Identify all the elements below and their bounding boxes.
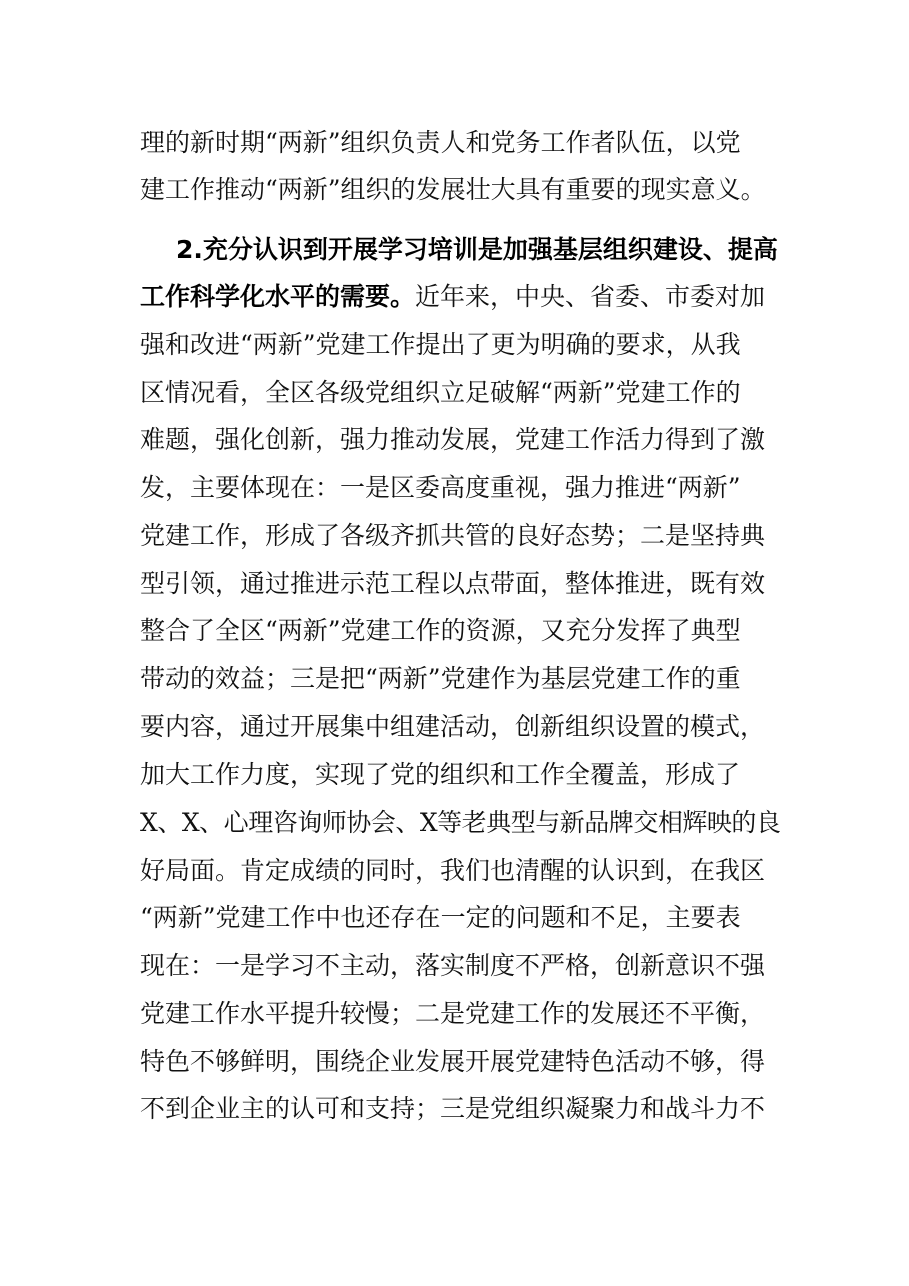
paragraph-2-line: 强和改进“两新”党建工作提出了更为明确的要求，从我 (140, 330, 741, 359)
paragraph-2-line: 不到企业主的认可和支持；三是党组织凝聚力和战斗力不 (140, 1094, 766, 1123)
paragraph-2-line: 党建工作水平提升较慢；二是党建工作的发展还不平衡， (140, 999, 766, 1028)
paragraph-2-line: 难题，强化创新，强力推动发展，党建工作活力得到了激 (140, 425, 766, 454)
paragraph-2-heading: 2.充分认识到开展学习培训是加强基层组织建设、提高 (176, 235, 778, 264)
paragraph-2-line: 现在：一是学习不主动，落实制度不严格，创新意识不强 (140, 951, 766, 980)
paragraph-2-line: 型引领，通过推进示范工程以点带面，整体推进，既有效 (140, 569, 766, 598)
paragraph-2-line: 发，主要体现在：一是区委高度重视，强力推进“两新” (140, 473, 741, 502)
paragraph-2-heading-continued: 工作科学化水平的需要。 (140, 282, 416, 311)
paragraph-2-line: 特色不够鲜明，围绕企业发展开展党建特色活动不够，得 (140, 1047, 766, 1076)
paragraph-2-line: 加大工作力度，实现了党的组织和工作全覆盖，形成了 (140, 760, 741, 789)
paragraph-2-line-2 (140, 282, 780, 312)
paragraph-2-line: “两新”党建工作中也还存在一定的问题和不足，主要表 (140, 903, 741, 932)
paragraph-2-line: 好局面。肯定成绩的同时，我们也清醒的认识到，在我区 (140, 856, 766, 885)
paragraph-1-line-2: 建工作推动“两新”组织的发展壮大具有重要的现实意义。 (140, 175, 766, 204)
paragraph-2-line: X、X、心理咨询师协会、X等老典型与新品牌交相辉映的良 (140, 808, 781, 837)
paragraph-1-line-1: 理的新时期“两新”组织负责人和党务工作者队伍，以党 (140, 128, 741, 157)
paragraph-2-line-2-text: 近年来，中央、省委、市委对加 (415, 282, 766, 311)
paragraph-2-line: 要内容，通过开展集中组建活动，创新组织设置的模式， (140, 712, 766, 741)
paragraph-2-line: 整合了全区“两新”党建工作的资源，又充分发挥了典型 (140, 616, 741, 645)
paragraph-2-line: 党建工作，形成了各级齐抓共管的良好态势；二是坚持典 (140, 521, 766, 550)
paragraph-2-line: 带动的效益；三是把“两新”党建作为基层党建工作的重 (140, 664, 741, 693)
paragraph-2-line: 区情况看，全区各级党组织立足破解“两新”党建工作的 (140, 378, 741, 407)
